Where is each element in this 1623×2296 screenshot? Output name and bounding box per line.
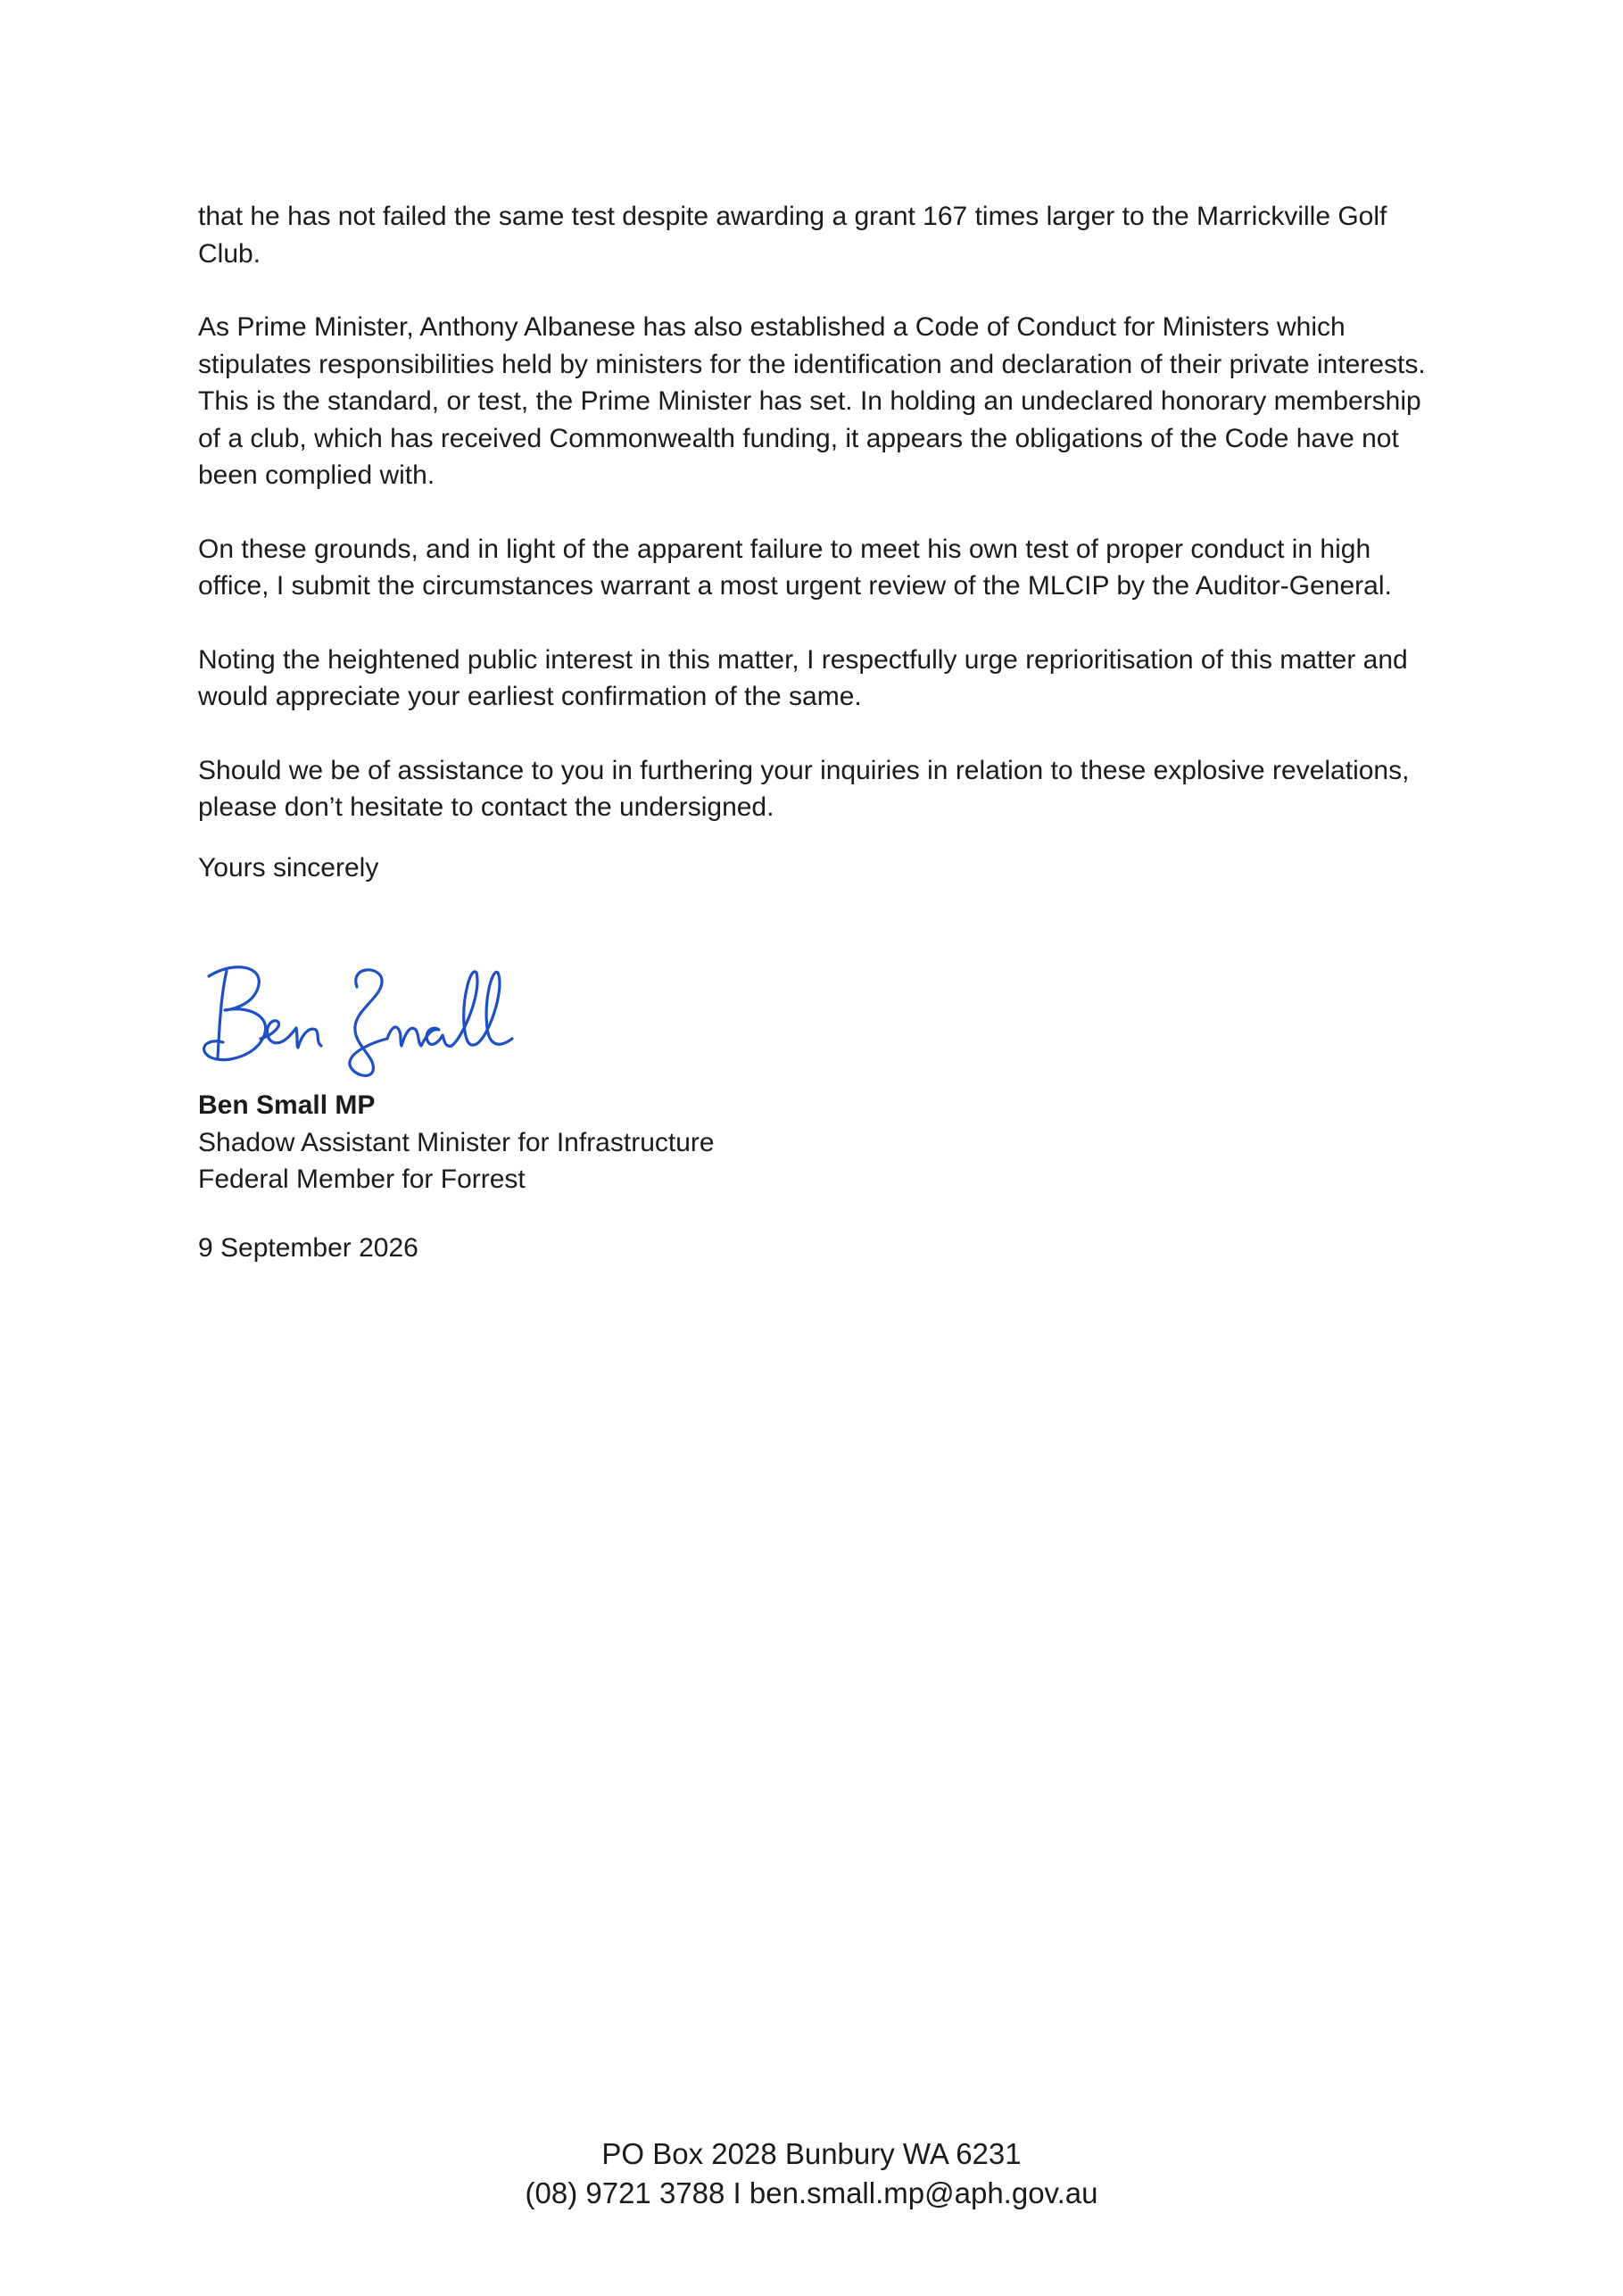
signatory-block (198, 1087, 715, 1198)
closing-salutation: Yours sincerely (198, 852, 379, 883)
letter-date: 9 September 2026 (198, 1233, 418, 1263)
letter-paragraph: that he has not failed the same test despite awarding a grant 167 times larger to the Marrickville Golf Club. (198, 202, 1387, 269)
signatory-title: Shadow Assistant Minister for Infrastructure (198, 1127, 715, 1157)
footer-address: PO Box 2028 Bunbury WA 6231 (601, 2137, 1022, 2170)
handwritten-signature-icon (198, 953, 519, 1078)
letterhead-footer (0, 2134, 1623, 2213)
letter-paragraph: On these grounds, and in light of the apparent failure to meet his own test of proper conduct in high office, I submit the circumstances warrant a most urgent review of the MLCIP by the Auditor-General. (198, 534, 1392, 601)
letter-paragraph: Should we be of assistance to you in furthering your inquiries in relation to these explosive revelations, please don’t hesitate to contact the undersigned. (198, 755, 1410, 822)
letter-body (198, 198, 1447, 923)
letter-paragraph: Noting the heightened public interest in this matter, I respectfully urge reprioritisation of this matter and would appreciate your earliest confirmation of the same. (198, 644, 1408, 711)
signatory-name: Ben Small MP (198, 1090, 376, 1120)
letter-paragraph: As Prime Minister, Anthony Albanese has also established a Code of Conduct for Ministers which stipulates responsibilities held by ministers for the identification and declaration of their private interests. This is the standard, or test, the Prime Minister has set. In holding an undeclared honorary membership of a club, which has received Commonwealth funding, it appears the obligations of the Code have not been complied with. (198, 312, 1426, 490)
signatory-title: Federal Member for Forrest (198, 1165, 526, 1194)
footer-contact: (08) 9721 3788 I ben.small.mp@aph.gov.au (525, 2176, 1098, 2209)
